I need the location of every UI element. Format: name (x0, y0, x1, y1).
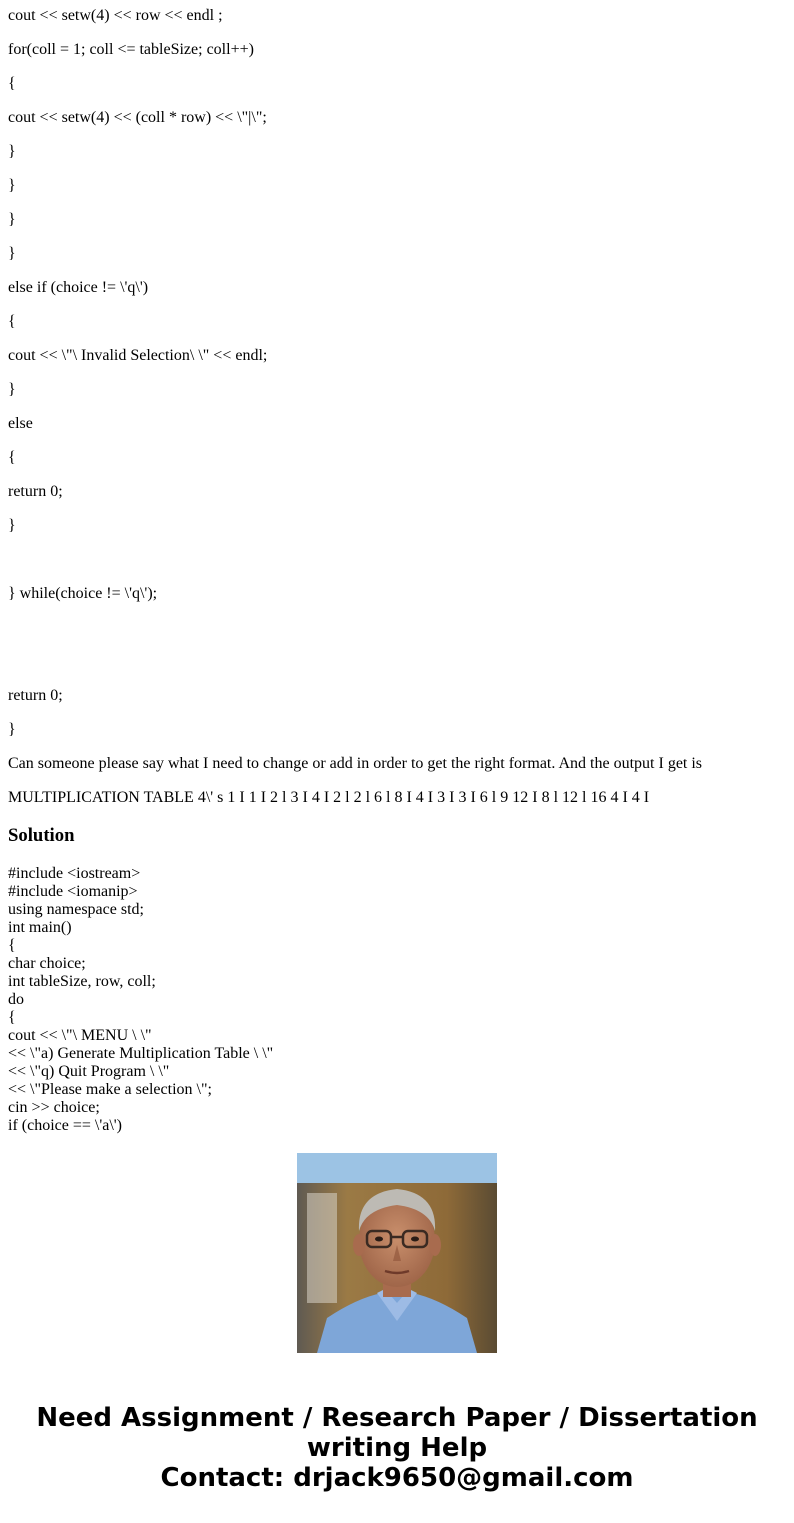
solution-code-line: << \"q) Quit Program \ \" (8, 1063, 170, 1080)
code-line: } (8, 517, 16, 534)
code-line: cout << \"\ Invalid Selection\ \" << endl; (8, 347, 268, 364)
code-line: cout << setw(4) << row << endl ; (8, 7, 223, 24)
solution-code-line: using namespace std; (8, 901, 144, 918)
solution-code-line: #include <iostream> (8, 865, 141, 882)
code-line-blank (8, 544, 788, 578)
solution-code-line: << \"Please make a selection \"; (8, 1081, 212, 1098)
solution-heading: Solution (8, 825, 75, 846)
solution-code-line: do (8, 991, 24, 1008)
eye-right (411, 1237, 419, 1242)
code-line: } (8, 245, 16, 262)
contact-banner-line: Need Assignment / Research Paper / Dissertation (36, 1403, 758, 1433)
code-line: } (8, 143, 16, 160)
code-line: else (8, 415, 33, 432)
code-line: { (8, 313, 16, 330)
eye-left (375, 1237, 383, 1242)
solution-code-line: cout << \"\ MENU \ \" (8, 1027, 152, 1044)
solution-code-line: #include <iomanip> (8, 883, 138, 900)
solution-code-line: if (choice == \'a\') (8, 1117, 122, 1134)
code-line: { (8, 449, 16, 466)
question-body (8, 0, 788, 816)
contact-banner (0, 1403, 794, 1493)
code-line: } (8, 721, 16, 738)
code-line: for(coll = 1; coll <= tableSize; coll++) (8, 41, 254, 58)
wall-panel-left (307, 1193, 337, 1303)
code-line: } while(choice != \'q\'); (8, 585, 158, 602)
contact-banner-line: writing Help (306, 1433, 488, 1463)
code-line-blank (8, 612, 788, 646)
code-line: } (8, 177, 16, 194)
code-line: { (8, 75, 16, 92)
ear-left (353, 1234, 365, 1256)
solution-code-line: { (8, 937, 16, 954)
code-line: return 0; (8, 483, 63, 500)
output-text: MULTIPLICATION TABLE 4\' s 1 I 1 I 2 l 3 I 4 I 2 l 2 l 6 l 8 I 4 I 3 I 3 I 6 l 9 12 I 8 l 12 l 16 4 I 4 I (8, 789, 650, 806)
solution-code-line: cin >> choice; (8, 1099, 100, 1116)
ear-right (429, 1234, 441, 1256)
code-line-blank (8, 646, 788, 680)
solution-code (8, 865, 788, 1134)
solution-code-line: int main() (8, 919, 72, 936)
code-line: } (8, 381, 16, 398)
solution-code-line: int tableSize, row, coll; (8, 973, 156, 990)
photo-sky (297, 1153, 497, 1183)
code-line: return 0; (8, 687, 63, 704)
question-text: Can someone please say what I need to change or add in order to get the right format. And the output I get is (8, 755, 703, 772)
avatar (297, 1153, 497, 1353)
solution-code-line: { (8, 1009, 16, 1026)
code-line: cout << setw(4) << (coll * row) << \"|\"; (8, 109, 267, 126)
solution-code-line: << \"a) Generate Multiplication Table \ \" (8, 1045, 274, 1062)
code-line: else if (choice != \'q\') (8, 279, 149, 296)
person-photo-icon (297, 1153, 497, 1353)
solution-code-line: char choice; (8, 955, 86, 972)
code-line: } (8, 211, 16, 228)
contact-email: Contact: drjack9650@gmail.com (160, 1463, 634, 1493)
